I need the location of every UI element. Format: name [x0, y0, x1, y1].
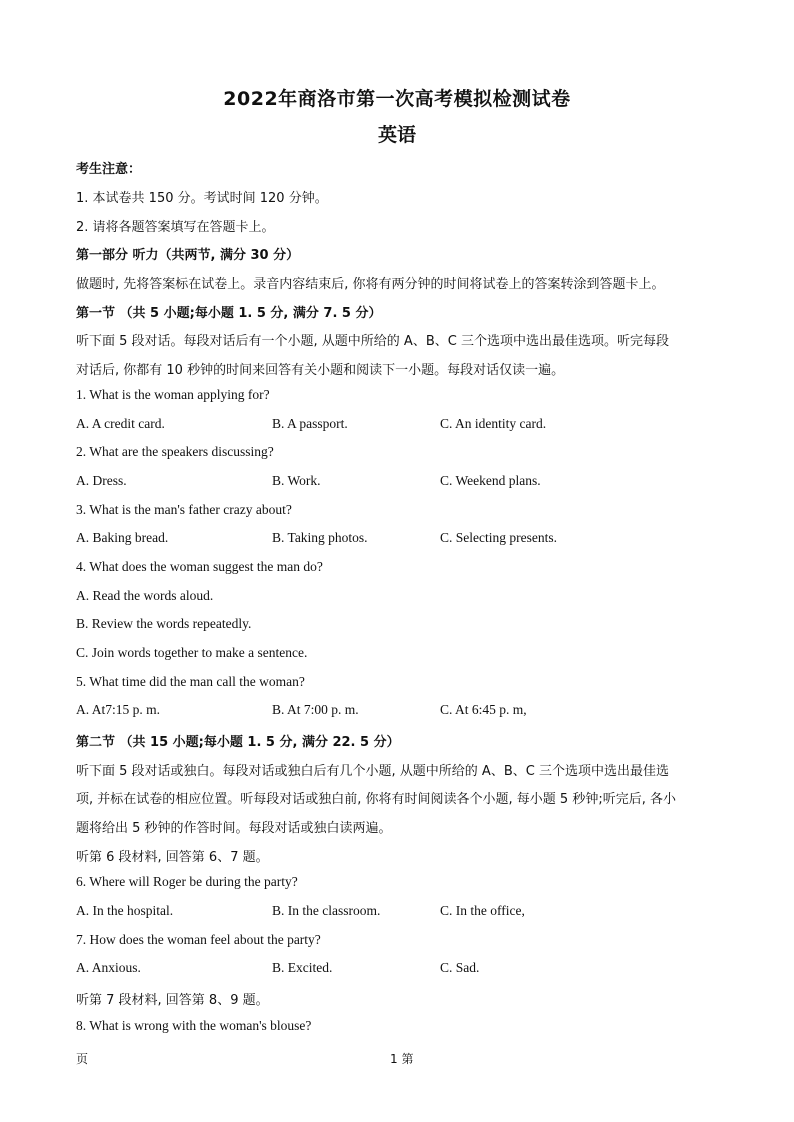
option-a: A. Anxious. — [76, 960, 141, 975]
question-text: 5. What time did the man call the woman? — [76, 674, 305, 689]
question-text: 4. What does the woman suggest the man do? — [76, 559, 323, 574]
option-row — [76, 960, 726, 978]
part1-heading: 第一部分 听力（共两节, 满分 30 分） — [76, 248, 300, 263]
option-a: A. A credit card. — [76, 416, 165, 431]
question-text: 3. What is the man's father crazy about? — [76, 502, 292, 517]
part1-instruction: 做题时, 先将答案标在试卷上。录音内容结束后, 你将有两分钟的时间将试卷上的答案转涂到答题卡上。 — [76, 277, 665, 292]
notice-item: 1. 本试卷共 150 分。考试时间 120 分钟。 — [76, 191, 328, 206]
question-text: 8. What is wrong with the woman's blouse? — [76, 1018, 312, 1033]
option-c: C. In the office, — [440, 903, 525, 918]
question-text: 7. How does the woman feel about the party? — [76, 932, 321, 947]
notice-item: 2. 请将各题答案填写在答题卡上。 — [76, 220, 275, 235]
option-b: B. A passport. — [272, 416, 348, 431]
exam-title: 2022年商洛市第一次高考模拟检测试卷 — [223, 88, 571, 110]
option-c: C. Weekend plans. — [440, 473, 541, 488]
section1-heading: 第一节 （共 5 小题;每小题 1. 5 分, 满分 7. 5 分） — [76, 306, 382, 321]
option-row — [76, 903, 726, 921]
material-note: 听第 6 段材料, 回答第 6、7 题。 — [76, 850, 269, 865]
option-c: C. Selecting presents. — [440, 530, 557, 545]
section1-instruction: 对话后, 你都有 10 秒钟的时间来回答有关小题和阅读下一小题。每段对话仅读一遍。 — [76, 363, 565, 378]
option-a: A. Baking bread. — [76, 530, 169, 545]
section2-instruction: 题将给出 5 秒钟的作答时间。每段对话或独白读两遍。 — [76, 821, 392, 836]
option-c: C. Join words together to make a sentence. — [76, 645, 308, 660]
section2-instruction: 项, 并标在试卷的相应位置。听每段对话或独白前, 你将有时间阅读各个小题, 每小题 5 秒钟;听完后, 各小 — [76, 792, 676, 807]
option-row — [76, 702, 726, 720]
question-text: 6. Where will Roger be during the party? — [76, 874, 298, 889]
footer-page-number: 1 第 — [390, 1052, 414, 1066]
exam-subject: 英语 — [377, 124, 416, 146]
option-a: A. At7:15 p. m. — [76, 702, 161, 717]
option-a: A. Dress. — [76, 473, 127, 488]
option-b: B. In the classroom. — [272, 903, 381, 918]
option-b: B. Taking photos. — [272, 530, 368, 545]
option-c: C. Sad. — [440, 960, 480, 975]
option-a: A. Read the words aloud. — [76, 588, 214, 603]
section2-heading: 第二节 （共 15 小题;每小题 1. 5 分, 满分 22. 5 分） — [76, 735, 400, 750]
material-note: 听第 7 段材料, 回答第 8、9 题。 — [76, 993, 269, 1008]
option-row — [76, 530, 726, 548]
notice-heading: 考生注意： — [76, 162, 142, 177]
option-a: A. In the hospital. — [76, 903, 174, 918]
section1-instruction: 听下面 5 段对话。每段对话后有一个小题, 从题中所给的 A、B、C 三个选项中选出最佳选项。听完每段 — [76, 334, 669, 349]
option-c: C. At 6:45 p. m, — [440, 702, 527, 717]
question-text: 1. What is the woman applying for? — [76, 387, 270, 402]
option-row — [76, 416, 726, 434]
question-text: 2. What are the speakers discussing? — [76, 444, 274, 459]
footer-page-label: 页 — [76, 1052, 89, 1066]
option-b: B. Excited. — [272, 960, 333, 975]
option-b: B. Work. — [272, 473, 321, 488]
option-c: C. An identity card. — [440, 416, 547, 431]
section2-instruction: 听下面 5 段对话或独白。每段对话或独白后有几个小题, 从题中所给的 A、B、C 三个选项中选出最佳选 — [76, 764, 669, 779]
option-row — [76, 473, 726, 491]
option-b: B. At 7:00 p. m. — [272, 702, 359, 717]
option-b: B. Review the words repeatedly. — [76, 616, 252, 631]
